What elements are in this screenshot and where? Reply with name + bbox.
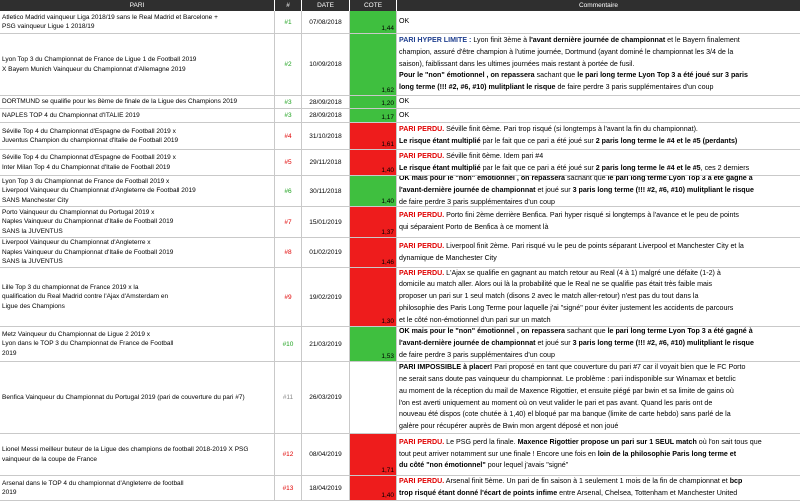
- comment-line: [399, 197, 754, 206]
- odds-cell[interactable]: [350, 362, 397, 433]
- comment-text: Porto fini 2ème derrière Benfica. Pari hyper risqué si longtemps à l'avance et le peu de points: [444, 211, 739, 220]
- comment-text: l'avant dernière journée de championnat: [529, 36, 666, 44]
- comment-text: PARI PERDU.: [399, 437, 445, 446]
- comment-text: sachant que: [564, 176, 608, 183]
- comment-text: OK: [399, 110, 410, 119]
- comment-cell[interactable]: [397, 176, 800, 206]
- pari-line: Liverpool Vainqueur du Championnat d'Angleterre x: [2, 239, 151, 247]
- pari-line: Inter Milan Top 4 du Championnat d'Italie de Football 2019: [2, 163, 171, 171]
- comment-text: OK: [399, 97, 410, 106]
- comment-cell[interactable]: [397, 34, 800, 95]
- comment-line: [399, 35, 748, 47]
- comment-text: domicile au match aller. Alors oui là la probabilité que le Real ne se qualifie pas était très faible mais: [399, 280, 713, 289]
- comment-text: le pari long terme Lyon Top 3 a été gagné à: [607, 327, 753, 336]
- comment-line: [399, 398, 745, 410]
- comment-text: par le fait que ce pari a été joué sur: [480, 163, 596, 172]
- date-cell[interactable]: 08/04/2019: [302, 434, 350, 475]
- comment-line: [399, 210, 739, 222]
- date-cell[interactable]: 15/01/2019: [302, 207, 350, 237]
- date-cell[interactable]: 01/02/2019: [302, 238, 350, 267]
- header-commentaire[interactable]: Commentaire: [397, 0, 800, 11]
- comment-line: [399, 374, 745, 386]
- comment-text: nouveau été dispos (cote chutée à 1,40) el bloqué par ma banque (limite de carte hebdo) sans parlé de la: [399, 410, 731, 419]
- pari-cell[interactable]: [0, 238, 275, 267]
- header-num[interactable]: #: [275, 0, 302, 11]
- comment-text: et le Bayern finalement: [665, 36, 740, 44]
- bet-number-cell[interactable]: #2: [275, 34, 302, 95]
- table-row: [0, 268, 800, 327]
- comment-text: le pari long terme Lyon Top 3 a été gagné à: [607, 176, 753, 183]
- comment-text: Séville finit 6ème. Pari trop risqué (si longtemps à l'avant la fin du championnat).: [444, 125, 698, 134]
- pari-line: Porto Vainqueur du Championnat du Portugal 2019 x: [2, 208, 155, 216]
- comment-text: Le risque étant multiplié: [399, 137, 481, 145]
- comment-line: [399, 327, 754, 338]
- bet-number-cell[interactable]: #3: [275, 96, 302, 108]
- comment-text: trop risqué étant donné l'écart de points infime: [399, 489, 558, 497]
- comment-text: où l'on sait tous que: [696, 437, 762, 446]
- pari-cell[interactable]: [0, 109, 275, 122]
- pari-line: Lille Top 3 du championnat de France 2019 x la: [2, 283, 139, 291]
- odds-cell[interactable]: 1,40: [350, 176, 397, 206]
- comment-cell[interactable]: [397, 238, 800, 267]
- comment-text: Pari proposé en tant que couverture du pari #7 car il voyait bien que le FC Porto: [492, 363, 746, 372]
- pari-line: Atletico Madrid vainqueur Liga 2018/19 sans le Real Madrid et Barcelone +: [2, 13, 218, 21]
- comment-line: [399, 315, 733, 326]
- odds-cell[interactable]: 1,17: [350, 109, 397, 122]
- pari-cell[interactable]: [0, 434, 275, 475]
- pari-line: Séville Top 4 du Championnat d'Espagne de Football 2019 x: [2, 154, 176, 161]
- comment-text: PARI IMPOSSIBLE à placer!: [399, 363, 493, 372]
- comment-text: bcp: [729, 477, 743, 486]
- comment-line: [399, 338, 754, 350]
- comment-line: [399, 279, 733, 291]
- comment-text: PARI PERDU.: [399, 211, 445, 220]
- comment-cell[interactable]: [397, 207, 800, 237]
- comment-text: qui séparaient Porto de Benfica à ce moment là: [399, 223, 549, 231]
- date-cell[interactable]: 19/02/2019: [302, 268, 350, 326]
- comment-text: Lyon finit 3ème à: [473, 36, 530, 44]
- bet-number-cell[interactable]: #4: [275, 123, 302, 149]
- pari-line: Lyon dans le TOP 3 du Championnat de France de Football: [2, 340, 174, 348]
- comment-text: Séville finit 6ème. Idem pari #4: [444, 151, 544, 160]
- comment-text: pour lequel j'avais "signé": [485, 461, 569, 470]
- pari-line: Liverpool Vainqueur du Championnat d'Angleterre de Football 2019: [2, 187, 196, 195]
- odds-cell[interactable]: 1,53: [350, 327, 397, 361]
- table-row: [0, 327, 800, 362]
- pari-line: vainqueur de la coupe de France: [2, 455, 98, 463]
- comment-line: [399, 47, 748, 59]
- table-row: [0, 476, 800, 501]
- pari-cell[interactable]: [0, 268, 275, 326]
- comment-text: loin de la philosophie Paris long terme et: [597, 449, 737, 458]
- odds-cell[interactable]: 1,30: [350, 268, 397, 326]
- comment-text: PARI PERDU.: [399, 268, 445, 277]
- pari-cell[interactable]: [0, 34, 275, 95]
- comment-line: [399, 241, 744, 253]
- comment-text: PARI PERDU.: [399, 151, 445, 160]
- comment-text: 2 paris long terme le #4 et le #5: [595, 163, 701, 172]
- comment-cell[interactable]: [397, 123, 800, 149]
- comment-text: Liverpool finit 2ème. Pari risqué vu le peu de points séparant Liverpool et Manchester City et la: [444, 241, 744, 250]
- comment-text: 3 paris long terme (!!! #2, #6, #10) mulitpliant le risque: [572, 186, 754, 195]
- date-cell[interactable]: 26/03/2019: [302, 362, 350, 433]
- comment-line: [399, 124, 737, 136]
- bet-number-cell[interactable]: #1: [275, 11, 302, 33]
- header-cote[interactable]: COTE: [350, 0, 397, 11]
- pari-line: Naples Vainqueur du Championnat d'Italie de Football 2019: [2, 248, 174, 256]
- comment-line: [399, 350, 754, 361]
- comment-line: [399, 476, 742, 488]
- pari-line: Naples Vainqueur du Championnat d'Italie de Football 2019: [2, 218, 174, 226]
- comment-text: OK: [399, 17, 410, 26]
- comment-text: philosophie des Paris Long Terme pour laquelle j'ai "signé" pour éviter justement les accidents de parcours: [399, 303, 734, 312]
- comment-text: saison), faiblissant dans les ultimes journées mais restant à portée de fusil.: [399, 59, 635, 68]
- comment-line: [399, 136, 737, 148]
- comment-text: galère pour récupérer auprès de Bwin mon argent déposé et non joué: [399, 422, 619, 431]
- comment-line: [399, 70, 748, 82]
- bet-number-cell[interactable]: #3: [275, 109, 302, 122]
- table-row: [0, 11, 800, 34]
- odds-cell[interactable]: 1,44: [350, 11, 397, 33]
- bet-number-cell[interactable]: #6: [275, 176, 302, 206]
- date-cell[interactable]: 28/09/2018: [302, 109, 350, 122]
- comment-text: Le PSG perd la finale.: [444, 437, 518, 446]
- comment-text: et le côté non-émotionnel d'un pari sur un match: [399, 315, 551, 324]
- table-row: [0, 434, 800, 476]
- table-row: [0, 150, 800, 176]
- comment-line: [399, 176, 754, 185]
- comment-line: [399, 460, 762, 472]
- date-cell[interactable]: 18/04/2019: [302, 476, 350, 500]
- comment-text: de faire perdre 3 paris supplémentaires d'un coup: [399, 197, 555, 206]
- pari-cell[interactable]: [0, 207, 275, 237]
- odds-cell[interactable]: 1,61: [350, 123, 397, 149]
- comment-line: [399, 96, 409, 108]
- comment-cell[interactable]: [397, 434, 800, 475]
- odds-cell[interactable]: 1,62: [350, 34, 397, 95]
- pari-line: Ligue des Champions: [2, 302, 65, 310]
- comment-cell[interactable]: [397, 268, 800, 326]
- table-row: [0, 207, 800, 238]
- comment-line: [399, 362, 745, 374]
- pari-line: SANS la JUVENTUS: [2, 258, 63, 266]
- comment-text: proposer un pari sur 1 seul match (disons 2 avec le match aller-retour) n'est pas du tout dans la: [399, 292, 699, 301]
- pari-cell[interactable]: [0, 123, 275, 149]
- pari-line: X Bayern Munich Vainqueur du Championnat d'Allemagne 2019: [2, 65, 186, 73]
- table-row: [0, 96, 800, 109]
- table-row: [0, 176, 800, 207]
- date-cell[interactable]: 30/11/2018: [302, 176, 350, 206]
- pari-line: Lionel Messi meilleur buteur de la Ligue des champions de football 2018-2019 X PSG: [2, 446, 249, 453]
- comment-text: OK mais pour le "non" émotionnel , on repassera: [399, 176, 565, 183]
- comment-text: du côté "non émotionnel": [399, 461, 486, 470]
- comment-text: tout peut arriver notamment sur une finale ! Encore une fois en: [399, 449, 598, 458]
- pari-line: Benfica Vainqueur du Championnat du Portugal 2019 (pari de couverture du pari #7): [2, 393, 245, 401]
- comment-cell[interactable]: [397, 362, 800, 433]
- comment-text: 2 paris long terme le #4 et le #5 (perdants): [595, 137, 738, 145]
- table-row: [0, 109, 800, 123]
- odds-cell[interactable]: 1,40: [350, 476, 397, 500]
- comment-line: [399, 291, 733, 303]
- comment-cell[interactable]: [397, 150, 800, 175]
- pari-cell[interactable]: [0, 96, 275, 108]
- comment-text: Maxence Rigottier propose un pari sur 1 SEUL match: [517, 437, 697, 446]
- table-row: [0, 34, 800, 96]
- comment-line: [399, 268, 733, 279]
- comment-line: [399, 16, 409, 28]
- bet-number-cell[interactable]: #8: [275, 238, 302, 267]
- comment-cell[interactable]: [397, 11, 800, 33]
- pari-line: Séville Top 4 du Championnat d'Espagne de Football 2019 x: [2, 127, 176, 135]
- comment-text: dynamique de Manchester City: [399, 253, 497, 262]
- comment-text: PARI PERDU.: [399, 125, 445, 134]
- table-row: [0, 362, 800, 434]
- date-cell[interactable]: 21/03/2019: [302, 327, 350, 361]
- comment-line: [399, 449, 762, 461]
- pari-line: qualification du Real Madrid contre l'Ajax d'Amsterdam en: [2, 293, 169, 301]
- pari-line: NAPLES TOP 4 du Championnat d'ITALIE 2019: [2, 111, 140, 119]
- pari-line: Juventus Champion du championnat d'Italie de Football 2019: [2, 137, 179, 144]
- comment-text: l'on est averti uniquement au moment où on veut valider le pari et pas avant. Quand les paris ont de: [399, 398, 713, 407]
- comment-line: [399, 110, 409, 122]
- header-pari[interactable]: PARI: [0, 0, 275, 11]
- table-row: [0, 238, 800, 268]
- comment-line: [399, 303, 733, 315]
- comment-text: PARI PERDU.: [399, 477, 445, 486]
- pari-line: Lyon Top 3 du Championnat de France de Ligue 1 de Football 2019: [2, 56, 197, 63]
- comment-line: [399, 59, 748, 71]
- date-cell[interactable]: 29/11/2018: [302, 150, 350, 175]
- date-cell[interactable]: 31/10/2018: [302, 123, 350, 149]
- comment-cell[interactable]: [397, 96, 800, 108]
- pari-cell[interactable]: [0, 176, 275, 206]
- comment-text: et joué sur: [535, 339, 573, 348]
- comment-text: champion, assuré d'être champion à l'utime journée, Dortmund (ayant dominé le championnat les 3/4 de la: [399, 47, 734, 56]
- odds-cell[interactable]: 1,71: [350, 434, 397, 475]
- comment-text: au moment de la réception du mail de Maxence Rigottier, et ensuite piégé par bwin et sa limite de gains où: [399, 386, 734, 395]
- bet-number-cell[interactable]: #9: [275, 268, 302, 326]
- comment-text: Le risque étant multiplié: [399, 163, 481, 172]
- comment-text: long terme (!!! #2, #6, #10) mulitpliant le risque: [399, 83, 556, 92]
- comment-line: [399, 253, 744, 265]
- comment-text: Arsenal finit 5ème. Un pari de fin saison à 1 seulement 1 mois de la fin de championnat et: [444, 477, 730, 486]
- comment-text: sachant que: [534, 71, 578, 80]
- pari-line: Metz Vainqueur du Championnat de Ligue 2 2019 x: [2, 330, 151, 338]
- comment-text: l'avant-dernière journée de championnat: [399, 186, 536, 195]
- comment-text: de faire perdre 3 paris supplémentaires d'un coup: [399, 350, 555, 359]
- comment-cell[interactable]: [397, 327, 800, 361]
- odds-cell[interactable]: 1,46: [350, 238, 397, 267]
- header-date[interactable]: DATE: [302, 0, 350, 11]
- pari-line: SANS la JUVENTUS: [2, 227, 63, 235]
- comment-cell[interactable]: [397, 109, 800, 122]
- date-cell[interactable]: 28/09/2018: [302, 96, 350, 108]
- odds-cell[interactable]: 1,37: [350, 207, 397, 237]
- comment-text: par le fait que ce pari a été joué sur: [480, 137, 596, 145]
- bet-number-cell[interactable]: #5: [275, 150, 302, 175]
- date-cell[interactable]: 10/09/2018: [302, 34, 350, 95]
- comment-line: [399, 409, 745, 421]
- comment-text: et joué sur: [535, 186, 573, 195]
- pari-line: DORTMUND se qualifie pour les 8ème de finale de la Ligue des Champions 2019: [2, 98, 238, 106]
- comment-text: Pour le "non" émotionnel , on repassera: [399, 71, 535, 80]
- bet-number-cell[interactable]: #12: [275, 434, 302, 475]
- comment-line: [399, 185, 754, 197]
- comment-text: le pari long terme Lyon Top 3 a été joué sur 3 paris: [577, 71, 748, 80]
- bet-number-cell[interactable]: #10: [275, 327, 302, 361]
- pari-line: Lyon Top 3 du Championnat de France de Football 2019 x: [2, 177, 170, 185]
- comment-text: de faire perdre 3 paris supplémentaires d'un coup: [555, 83, 714, 92]
- comment-cell[interactable]: [397, 476, 800, 500]
- pari-line: 2019: [2, 349, 17, 357]
- comment-line: [399, 488, 742, 500]
- bet-number-cell[interactable]: #13: [275, 476, 302, 500]
- pari-cell[interactable]: [0, 327, 275, 361]
- bet-number-cell[interactable]: #11: [275, 362, 302, 433]
- bet-number-cell[interactable]: #7: [275, 207, 302, 237]
- comment-line: [399, 421, 745, 433]
- pari-cell[interactable]: [0, 362, 275, 433]
- comment-text: sachant que: [564, 327, 608, 336]
- comment-text: L'Ajax se qualifie en gagnant au match retour au Real (4 à 1) malgré une défaite (1-2) à: [444, 268, 721, 277]
- comment-text: ne serait sans doute pas vainqueur du championnat. Le problème : pari indisponible sur Winamax et betclic: [399, 374, 736, 383]
- pari-line: Arsenal dans le TOP 4 du championnat d'Angleterre de football: [2, 479, 184, 487]
- comment-line: [399, 151, 749, 163]
- comment-text: entre Arsenal, Chelsea, Tottenham et Manchester United: [557, 489, 738, 497]
- date-cell[interactable]: 07/08/2018: [302, 11, 350, 33]
- comment-line: [399, 437, 762, 449]
- comment-line: [399, 163, 749, 175]
- pari-cell[interactable]: [0, 476, 275, 500]
- pari-line: PSG vainqueur Ligue 1 2018/19: [2, 23, 95, 30]
- comment-text: OK mais pour le "non" émotionnel , on repassera: [399, 327, 565, 336]
- pari-line: SANS Manchester City: [2, 196, 69, 204]
- comment-line: [399, 222, 739, 234]
- pari-cell[interactable]: [0, 11, 275, 33]
- odds-cell[interactable]: 1,20: [350, 96, 397, 108]
- comment-text: 3 paris long terme (!!! #2, #6, #10) mulitpliant le risque: [572, 339, 754, 348]
- odds-cell[interactable]: 1,40: [350, 150, 397, 175]
- pari-line: 2019: [2, 489, 17, 496]
- comment-line: [399, 82, 748, 94]
- comment-line: [399, 386, 745, 398]
- comment-text: l'avant-dernière journée de championnat: [399, 339, 536, 348]
- comment-text: PARI HYPER LIMITE :: [399, 36, 474, 44]
- comment-text: , ces 2 derniers: [700, 163, 750, 172]
- comment-text: PARI PERDU.: [399, 241, 445, 250]
- table-row: [0, 123, 800, 150]
- pari-cell[interactable]: [0, 150, 275, 175]
